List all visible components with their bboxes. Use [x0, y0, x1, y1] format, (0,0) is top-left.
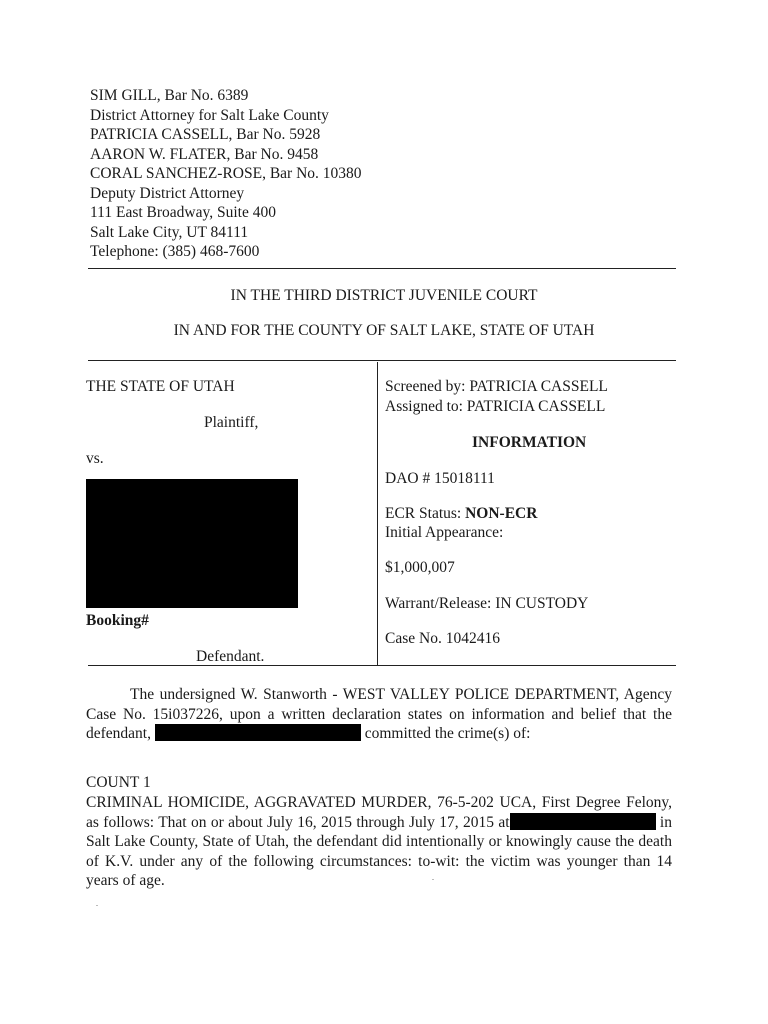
declaration-paragraph: [86, 685, 672, 744]
defendant-label: Defendant.: [196, 648, 265, 665]
caption-top-divider: [88, 360, 676, 361]
bail-amount: $1,000,007: [385, 559, 455, 576]
court-name: IN THE THIRD DISTRICT JUVENILE COURT: [230, 287, 538, 304]
plaintiff-name: THE STATE OF UTAH: [86, 378, 235, 395]
attorney-header: [90, 86, 362, 262]
count-description: [86, 793, 672, 891]
ecr-status: [385, 505, 537, 523]
initial-appearance: Initial Appearance:: [385, 524, 504, 541]
caption-vertical-divider: [377, 362, 378, 666]
plaintiff-label: Plaintiff,: [204, 414, 259, 431]
dao-number: DAO # 15018111: [385, 470, 495, 487]
defendant-redaction: [86, 479, 298, 608]
location-redaction: [510, 813, 656, 830]
header-line-8: Salt Lake City, UT 84111: [90, 223, 249, 241]
defendant-name-redaction: [155, 724, 361, 741]
ecr-status-label: ECR Status:: [385, 505, 466, 522]
count-text-end: in Salt Lake County, State of Utah, the defendant did intentionally or knowingly cause the death of K.V. under any of the following circumstances: to-wit: the victim was younger than 14 years of age.: [86, 813, 672, 889]
count-text-start: CRIMINAL HOMICIDE, AGGRAVATED MURDER, 76-5-202 UCA, First Degree Felony, as follows: That on or about July 16, 2015 through July 17, 2015 at: [86, 794, 672, 831]
header-line-5: CORAL SANCHEZ-ROSE, Bar No. 10380: [90, 165, 362, 182]
court-jurisdiction: IN AND FOR THE COUNTY OF SALT LAKE, STATE OF UTAH: [173, 322, 595, 339]
ecr-status-value: NON-ECR: [465, 505, 538, 522]
header-line-3: PATRICIA CASSELL, Bar No. 5928: [90, 126, 321, 143]
assigned-to: Assigned to: PATRICIA CASSELL: [385, 398, 606, 415]
header-line-1: SIM GILL, Bar No. 6389: [90, 87, 249, 104]
screened-by: Screened by: PATRICIA CASSELL: [385, 378, 608, 395]
case-number: Case No. 1042416: [385, 630, 500, 647]
scan-speck: [96, 905, 98, 906]
versus-label: vs.: [86, 450, 104, 467]
count-heading: COUNT 1: [86, 774, 151, 791]
header-line-7: 111 East Broadway, Suite 400: [90, 204, 276, 221]
caption-bottom-divider: [88, 665, 676, 666]
document-title: INFORMATION: [472, 434, 587, 451]
warrant-release: Warrant/Release: IN CUSTODY: [385, 595, 589, 612]
declaration-text-end: committed the crime(s) of:: [360, 725, 531, 742]
header-line-9: Telephone: (385) 468-7600: [90, 243, 260, 260]
header-line-2: District Attorney for Salt Lake County: [90, 106, 329, 124]
scan-speck: [432, 879, 434, 880]
declaration-text-start: The undersigned W. Stanworth - WEST VALLEY POLICE DEPARTMENT, Agency Case No. 15i037226, upon a written declaration states on information and belief that the defendant,: [86, 686, 672, 742]
header-line-6: Deputy District Attorney: [90, 184, 245, 202]
header-divider: [88, 268, 676, 269]
header-line-4: AARON W. FLATER, Bar No. 9458: [90, 145, 319, 163]
booking-label: Booking#: [86, 612, 149, 629]
